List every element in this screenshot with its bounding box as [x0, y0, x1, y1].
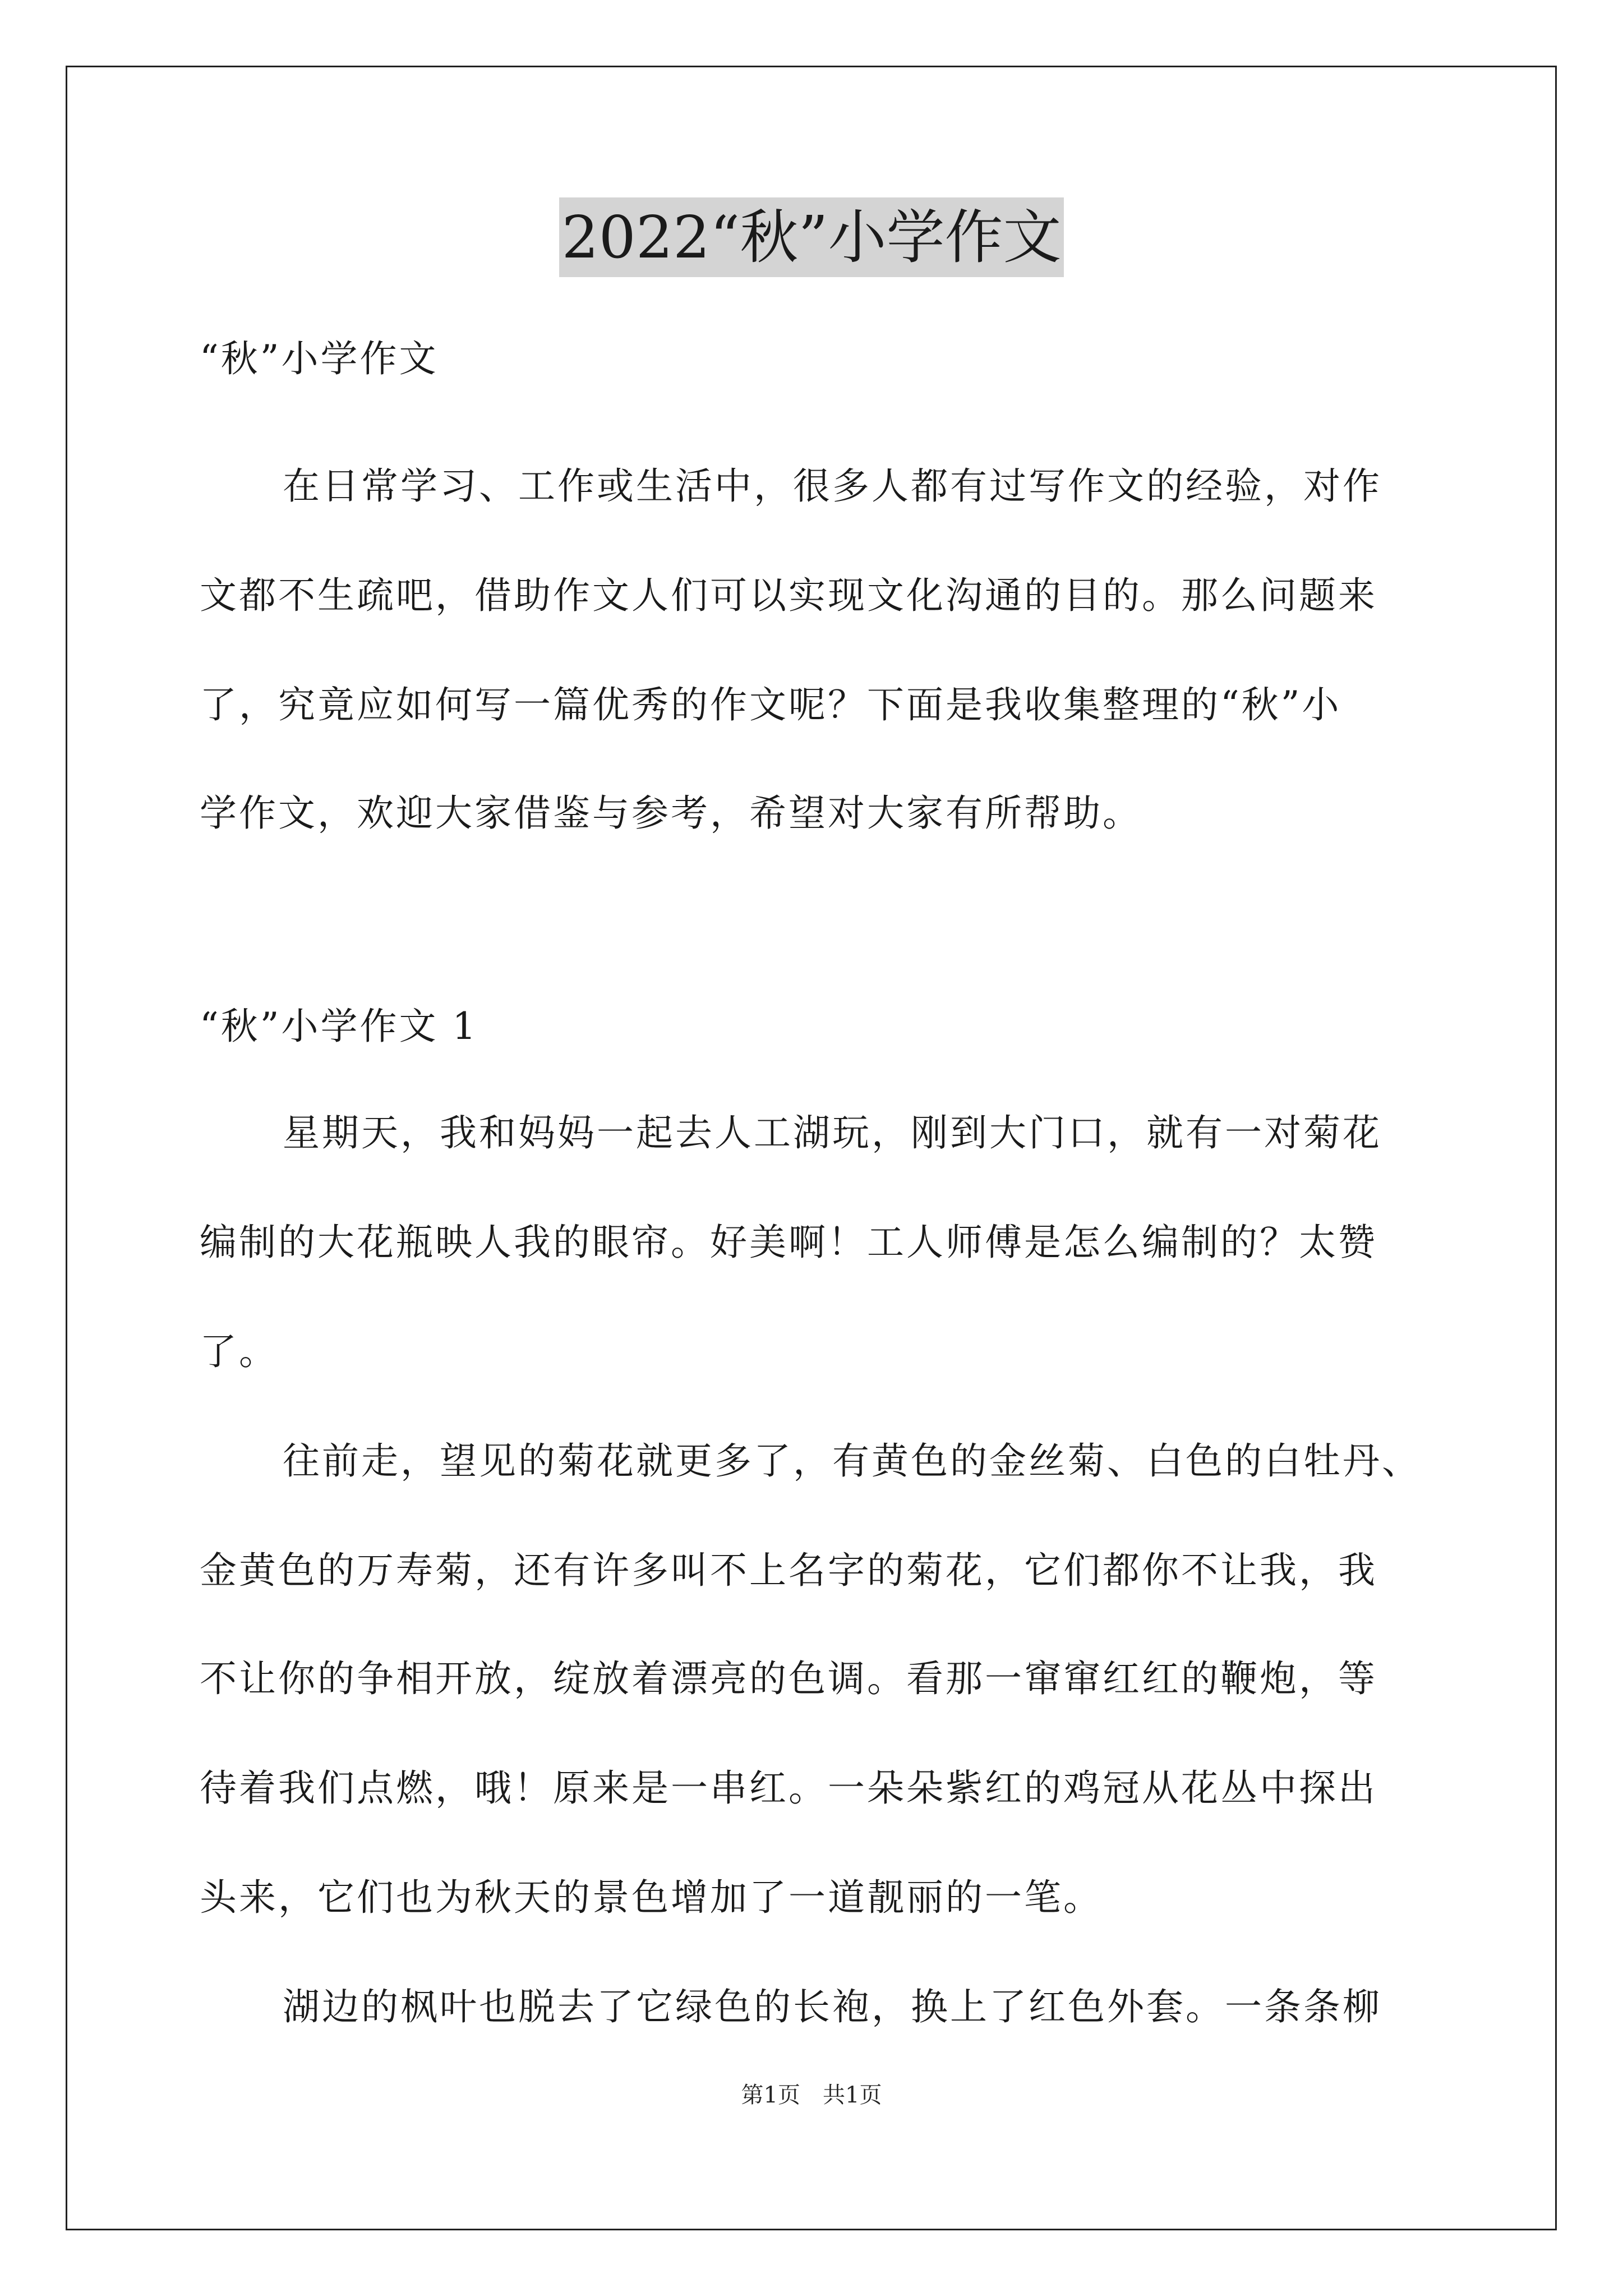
essay-p1-line-2: 编制的大花瓶映人我的眼帘。好美啊！工人师傅是怎么编制的？太赞	[200, 1221, 1377, 1264]
title-container	[0, 197, 1623, 277]
essay-p2-line-2: 金黄色的万寿菊，还有许多叫不上名字的菊花，它们都你不让我，我	[200, 1549, 1377, 1592]
page-footer: 第1页 共1页	[741, 2082, 882, 2108]
essay-p2-line-5: 头来，它们也为秋天的景色增加了一道靓丽的一笔。	[200, 1876, 1103, 1919]
essay-p2-line-3: 不让你的争相开放，绽放着漂亮的色调。看那一窜窜红红的鞭炮，等	[200, 1657, 1377, 1700]
essay-p1-line-3: 了。	[200, 1330, 278, 1373]
essay-p2-line-1: 往前走，望见的菊花就更多了，有黄色的金丝菊、白色的白牡丹、	[283, 1439, 1421, 1483]
essay-p1-line-1: 星期天，我和妈妈一起去人工湖玩，刚到大门口，就有一对菊花	[283, 1111, 1382, 1154]
intro-line-3: 了，究竟应如何写一篇优秀的作文呢？下面是我收集整理的“秋”小	[200, 683, 1341, 726]
document-title: 2022“秋”小学作文	[559, 197, 1063, 277]
section-heading-essay-1: “秋”小学作文 1	[200, 1005, 478, 1048]
section-heading-intro: “秋”小学作文	[200, 337, 439, 380]
intro-line-2: 文都不生疏吧，借助作文人们可以实现文化沟通的目的。那么问题来	[200, 574, 1377, 617]
intro-line-1: 在日常学习、工作或生活中，很多人都有过写作文的经验，对作	[283, 464, 1382, 508]
essay-p3-line-1: 湖边的枫叶也脱去了它绿色的长袍，换上了红色外套。一条条柳	[283, 1985, 1382, 2028]
essay-p2-line-4: 待着我们点燃，哦！原来是一串红。一朵朵紫红的鸡冠从花丛中探出	[200, 1766, 1377, 1810]
intro-line-4: 学作文，欢迎大家借鉴与参考，希望对大家有所帮助。	[200, 792, 1142, 835]
